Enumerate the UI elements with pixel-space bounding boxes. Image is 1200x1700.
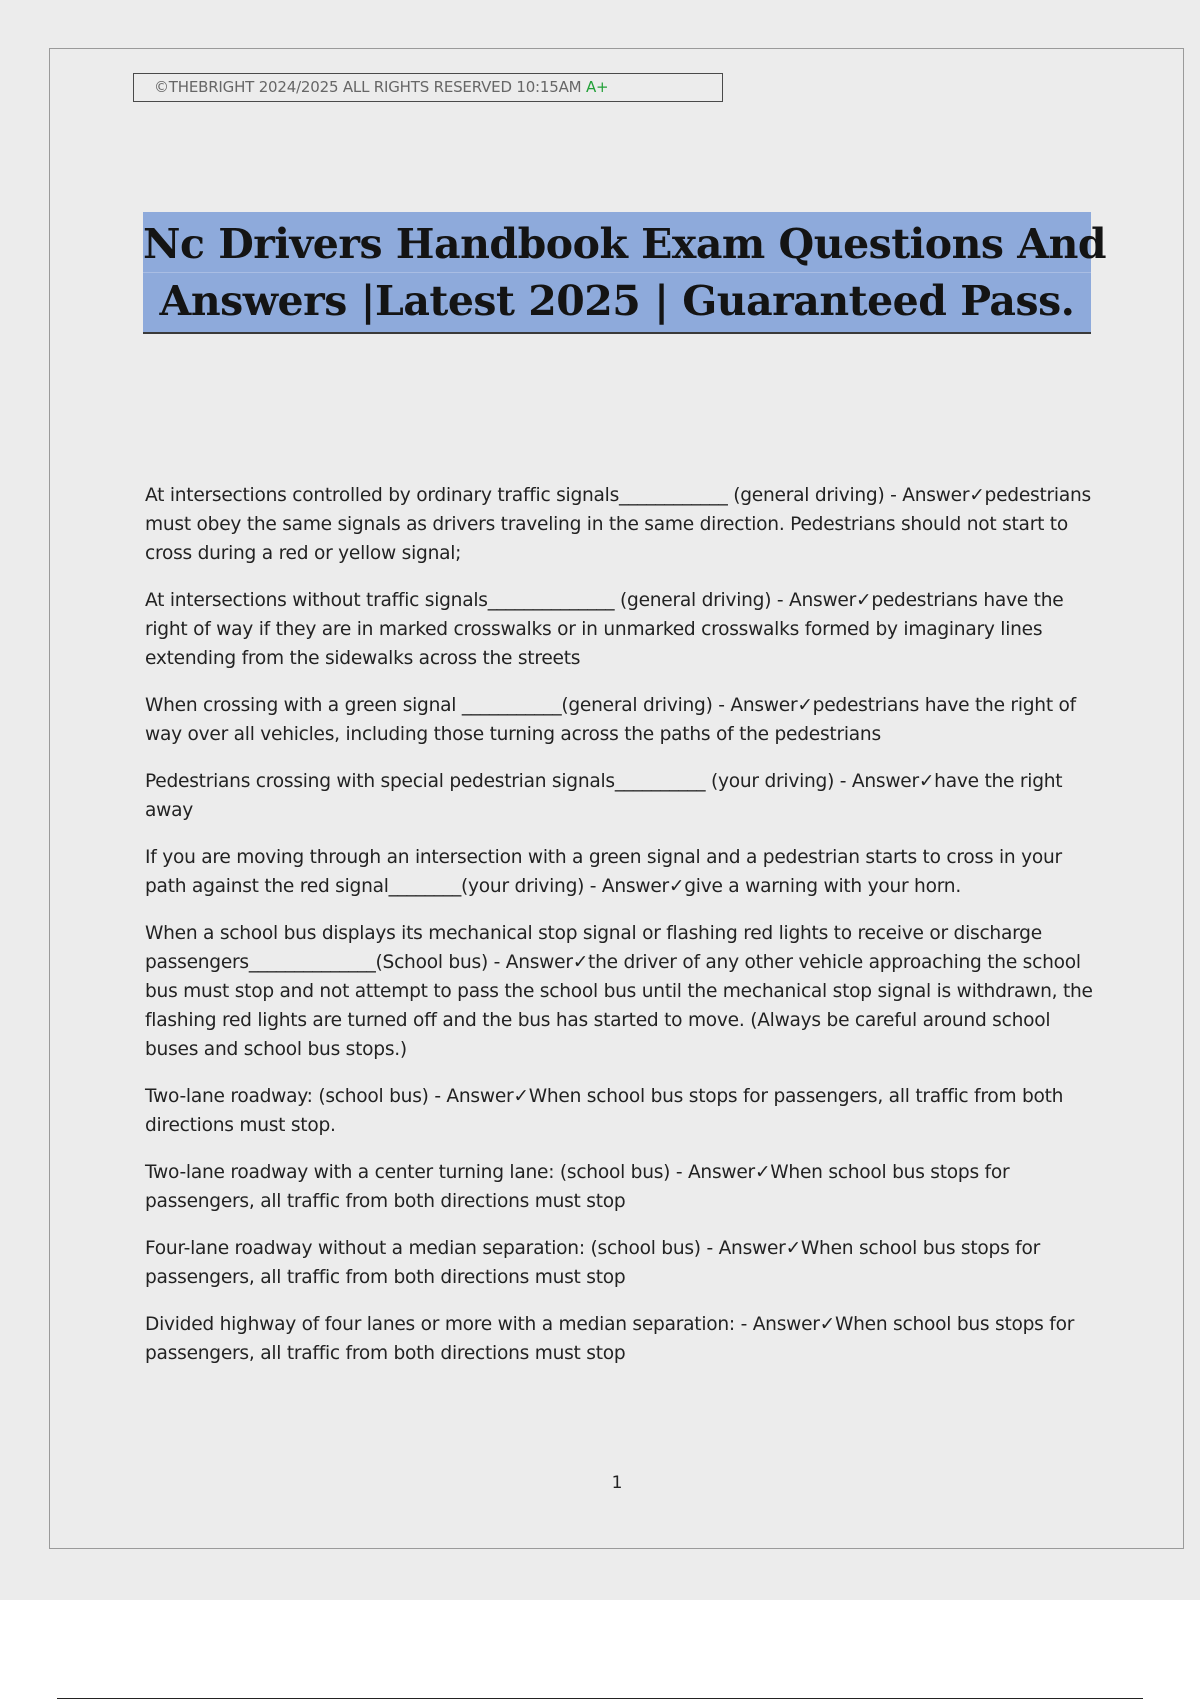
qa-list [145,481,1095,1386]
qa-item: Four-lane roadway without a median separation: (school bus) - Answer✓When school bus stops for passengers, all traffic from both directions must stop [145,1238,1040,1288]
qa-item: At intersections controlled by ordinary traffic signals____________ (general driving) - Answer✓pedestrians must obey the same signals as drivers traveling in the same direction. Pedestrians should not start to cross during a red or yellow signal; [145,485,1091,564]
qa-item: At intersections without traffic signals______________ (general driving) - Answer✓pedestrians have the right of way if they are in marked crosswalks or in unmarked crosswalks formed by imaginary lines extending from the sidewalks across the streets [145,590,1064,669]
qa-item: If you are moving through an intersection with a green signal and a pedestrian starts to cross in your path against the red signal________(your driving) - Answer✓give a warning with your horn. [145,847,1062,897]
qa-item: Divided highway of four lanes or more with a median separation: - Answer✓When school bus stops for passengers, all traffic from both directions must stop [145,1314,1075,1364]
qa-item: When crossing with a green signal ___________(general driving) - Answer✓pedestrians have the right of way over all vehicles, including those turning across the paths of the pedestrians [145,695,1076,745]
grade-mark: A+ [585,78,609,96]
title-line-2: Answers |Latest 2025 | Guaranteed Pass. [159,277,1075,325]
document-title [143,212,1107,334]
page-number: 1 [611,1473,623,1493]
qa-item: Pedestrians crossing with special pedestrian signals__________ (your driving) - Answer✓have the right away [145,771,1063,821]
copyright-text: ©THEBRIGHT 2024/2025 ALL RIGHTS RESERVED 10:15AM [154,78,582,96]
qa-item: Two-lane roadway: (school bus) - Answer✓When school bus stops for passengers, all traffic from both directions must stop. [145,1086,1064,1136]
bottom-divider [57,1698,1143,1699]
qa-item: Two-lane roadway with a center turning lane: (school bus) - Answer✓When school bus stops for passengers, all traffic from both directions must stop [145,1162,1010,1212]
copyright-banner [133,73,723,102]
title-line-1: Nc Drivers Handbook Exam Questions And [143,216,1091,273]
qa-item: When a school bus displays its mechanical stop signal or flashing red lights to receive or discharge passengers______________(School bus) - Answer✓the driver of any other vehicle approaching the school bus must stop and not attempt to pass the school bus until the mechanical stop signal is withdrawn, the flashing red lights are turned off and the bus has started to move. (Always be careful around school buses and school bus stops.) [145,923,1093,1060]
